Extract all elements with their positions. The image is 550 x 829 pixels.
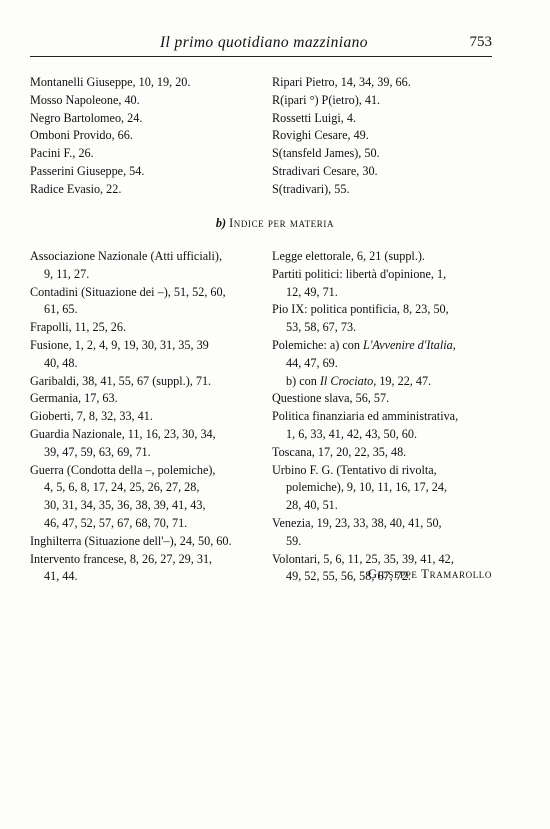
entry-text: Polemiche: a) con [272,337,360,352]
index-entry-continuation: 40, 48. [44,355,78,370]
index-entry: Intervento francese, 8, 26, 27, 29, 31, [30,551,213,566]
index-entry: Guerra (Condotta della –, polemiche), [30,462,216,477]
index-entry: S(tansfeld James), 50. [272,146,380,161]
periodical-title: L'Avvenire d'Italia, [363,337,456,352]
index-entry-continuation: 12, 49, 71. [286,284,338,299]
page-number: 753 [469,34,492,50]
index-entry-continuation: 46, 47, 52, 57, 67, 68, 70, 71. [44,515,188,530]
index-entry-continuation: 4, 5, 6, 8, 17, 24, 25, 26, 27, 28, [44,480,200,495]
index-entry: Contadini (Situazione dei –), 51, 52, 60, [30,284,226,299]
index-entry-continuation: 49, 52, 55, 56, 58, 67, 72. [286,569,411,584]
entry-text: b) con [286,373,317,388]
section-letter: b) [215,216,227,230]
index-entry: Volontari, 5, 6, 11, 25, 35, 39, 41, 42, [272,551,454,566]
index-entry-continuation: 53, 58, 67, 73. [286,320,357,335]
index-entry: Guardia Nazionale, 11, 16, 23, 30, 34, [30,426,216,441]
index-entry: Frapolli, 11, 25, 26. [30,320,127,335]
index-entry-continuation: 9, 11, 27. [44,266,90,281]
name-index-right-column [272,74,502,199]
index-entry: S(tradivari), 55. [272,181,350,196]
index-entry: Negro Bartolomeo, 24. [30,110,143,125]
index-entry: Urbino F. G. (Tentativo di rivolta, [272,462,437,477]
index-entry: Omboni Provido, 66. [30,128,133,143]
index-entry: Germania, 17, 63. [30,391,118,406]
index-entry: Gioberti, 7, 8, 32, 33, 41. [30,409,153,424]
index-entry: Inghilterra (Situazione dell'–), 24, 50, 60. [30,533,232,548]
index-entry: Passerini Giuseppe, 54. [30,163,145,178]
index-entry-continuation [272,373,494,391]
index-entry: Associazione Nazionale (Atti ufficiali), [30,249,222,263]
index-entry-continuation: 28, 40, 51. [286,498,338,513]
index-entry-continuation: 39, 47, 59, 63, 69, 71. [44,444,151,459]
index-entry-continuation: polemiche), 9, 10, 11, 16, 17, 24, [286,480,448,495]
index-entry: Politica finanziaria ed amministrativa, [272,409,459,424]
periodical-title: Il Crociato, [319,373,377,388]
subject-index-right-column [272,248,494,586]
running-title: Il primo quotidiano mazziniano [160,34,368,51]
index-entry: Pio IX: politica pontificia, 8, 23, 50, [272,302,449,317]
index-entry: Partiti politici: libertà d'opinione, 1, [272,266,447,281]
index-entry: Questione slava, 56, 57. [272,391,390,406]
index-entry: R(ipari °) P(ietro), 41. [272,92,381,107]
author-signature: Giuseppe Tramarollo [367,566,492,581]
index-entry: Garibaldi, 38, 41, 55, 67 (suppl.), 71. [30,373,212,388]
index-entry: Toscana, 17, 20, 22, 35, 48. [272,444,407,459]
page-header [30,34,492,57]
index-entry: Legge elettorale, 6, 21 (suppl.). [272,249,425,263]
index-entry-continuation: 61, 65. [44,302,78,317]
index-entry: Radice Evasio, 22. [30,181,122,196]
index-entry: Stradivari Cesare, 30. [272,163,378,178]
index-entry: Pacini F., 26. [30,146,94,161]
index-entry: Rossetti Luigi, 4. [272,110,356,125]
index-entry [272,337,494,355]
subject-index-left-column [30,248,262,586]
name-index-left-column [30,74,260,199]
section-heading [0,216,550,231]
index-entry-continuation: 1, 6, 33, 41, 42, 43, 50, 60. [286,426,418,441]
index-entry-continuation: 41, 44. [44,569,78,584]
entry-text: 19, 22, 47. [379,373,432,388]
index-entry: Mosso Napoleone, 40. [30,92,140,107]
index-entry: Rovighi Cesare, 49. [272,128,369,143]
index-entry: Ripari Pietro, 14, 34, 39, 66. [272,75,411,89]
index-entry: Fusione, 1, 2, 4, 9, 19, 30, 31, 35, 39 [30,337,209,352]
index-entry-continuation: 30, 31, 34, 35, 36, 38, 39, 41, 43, [44,498,206,513]
index-entry-continuation: 59. [286,533,302,548]
index-entry: Venezia, 19, 23, 33, 38, 40, 41, 50, [272,515,442,530]
index-entry: Montanelli Giuseppe, 10, 19, 20. [30,75,191,89]
section-title: Indice per materia [229,216,335,230]
index-entry-continuation: 44, 47, 69. [286,355,338,370]
